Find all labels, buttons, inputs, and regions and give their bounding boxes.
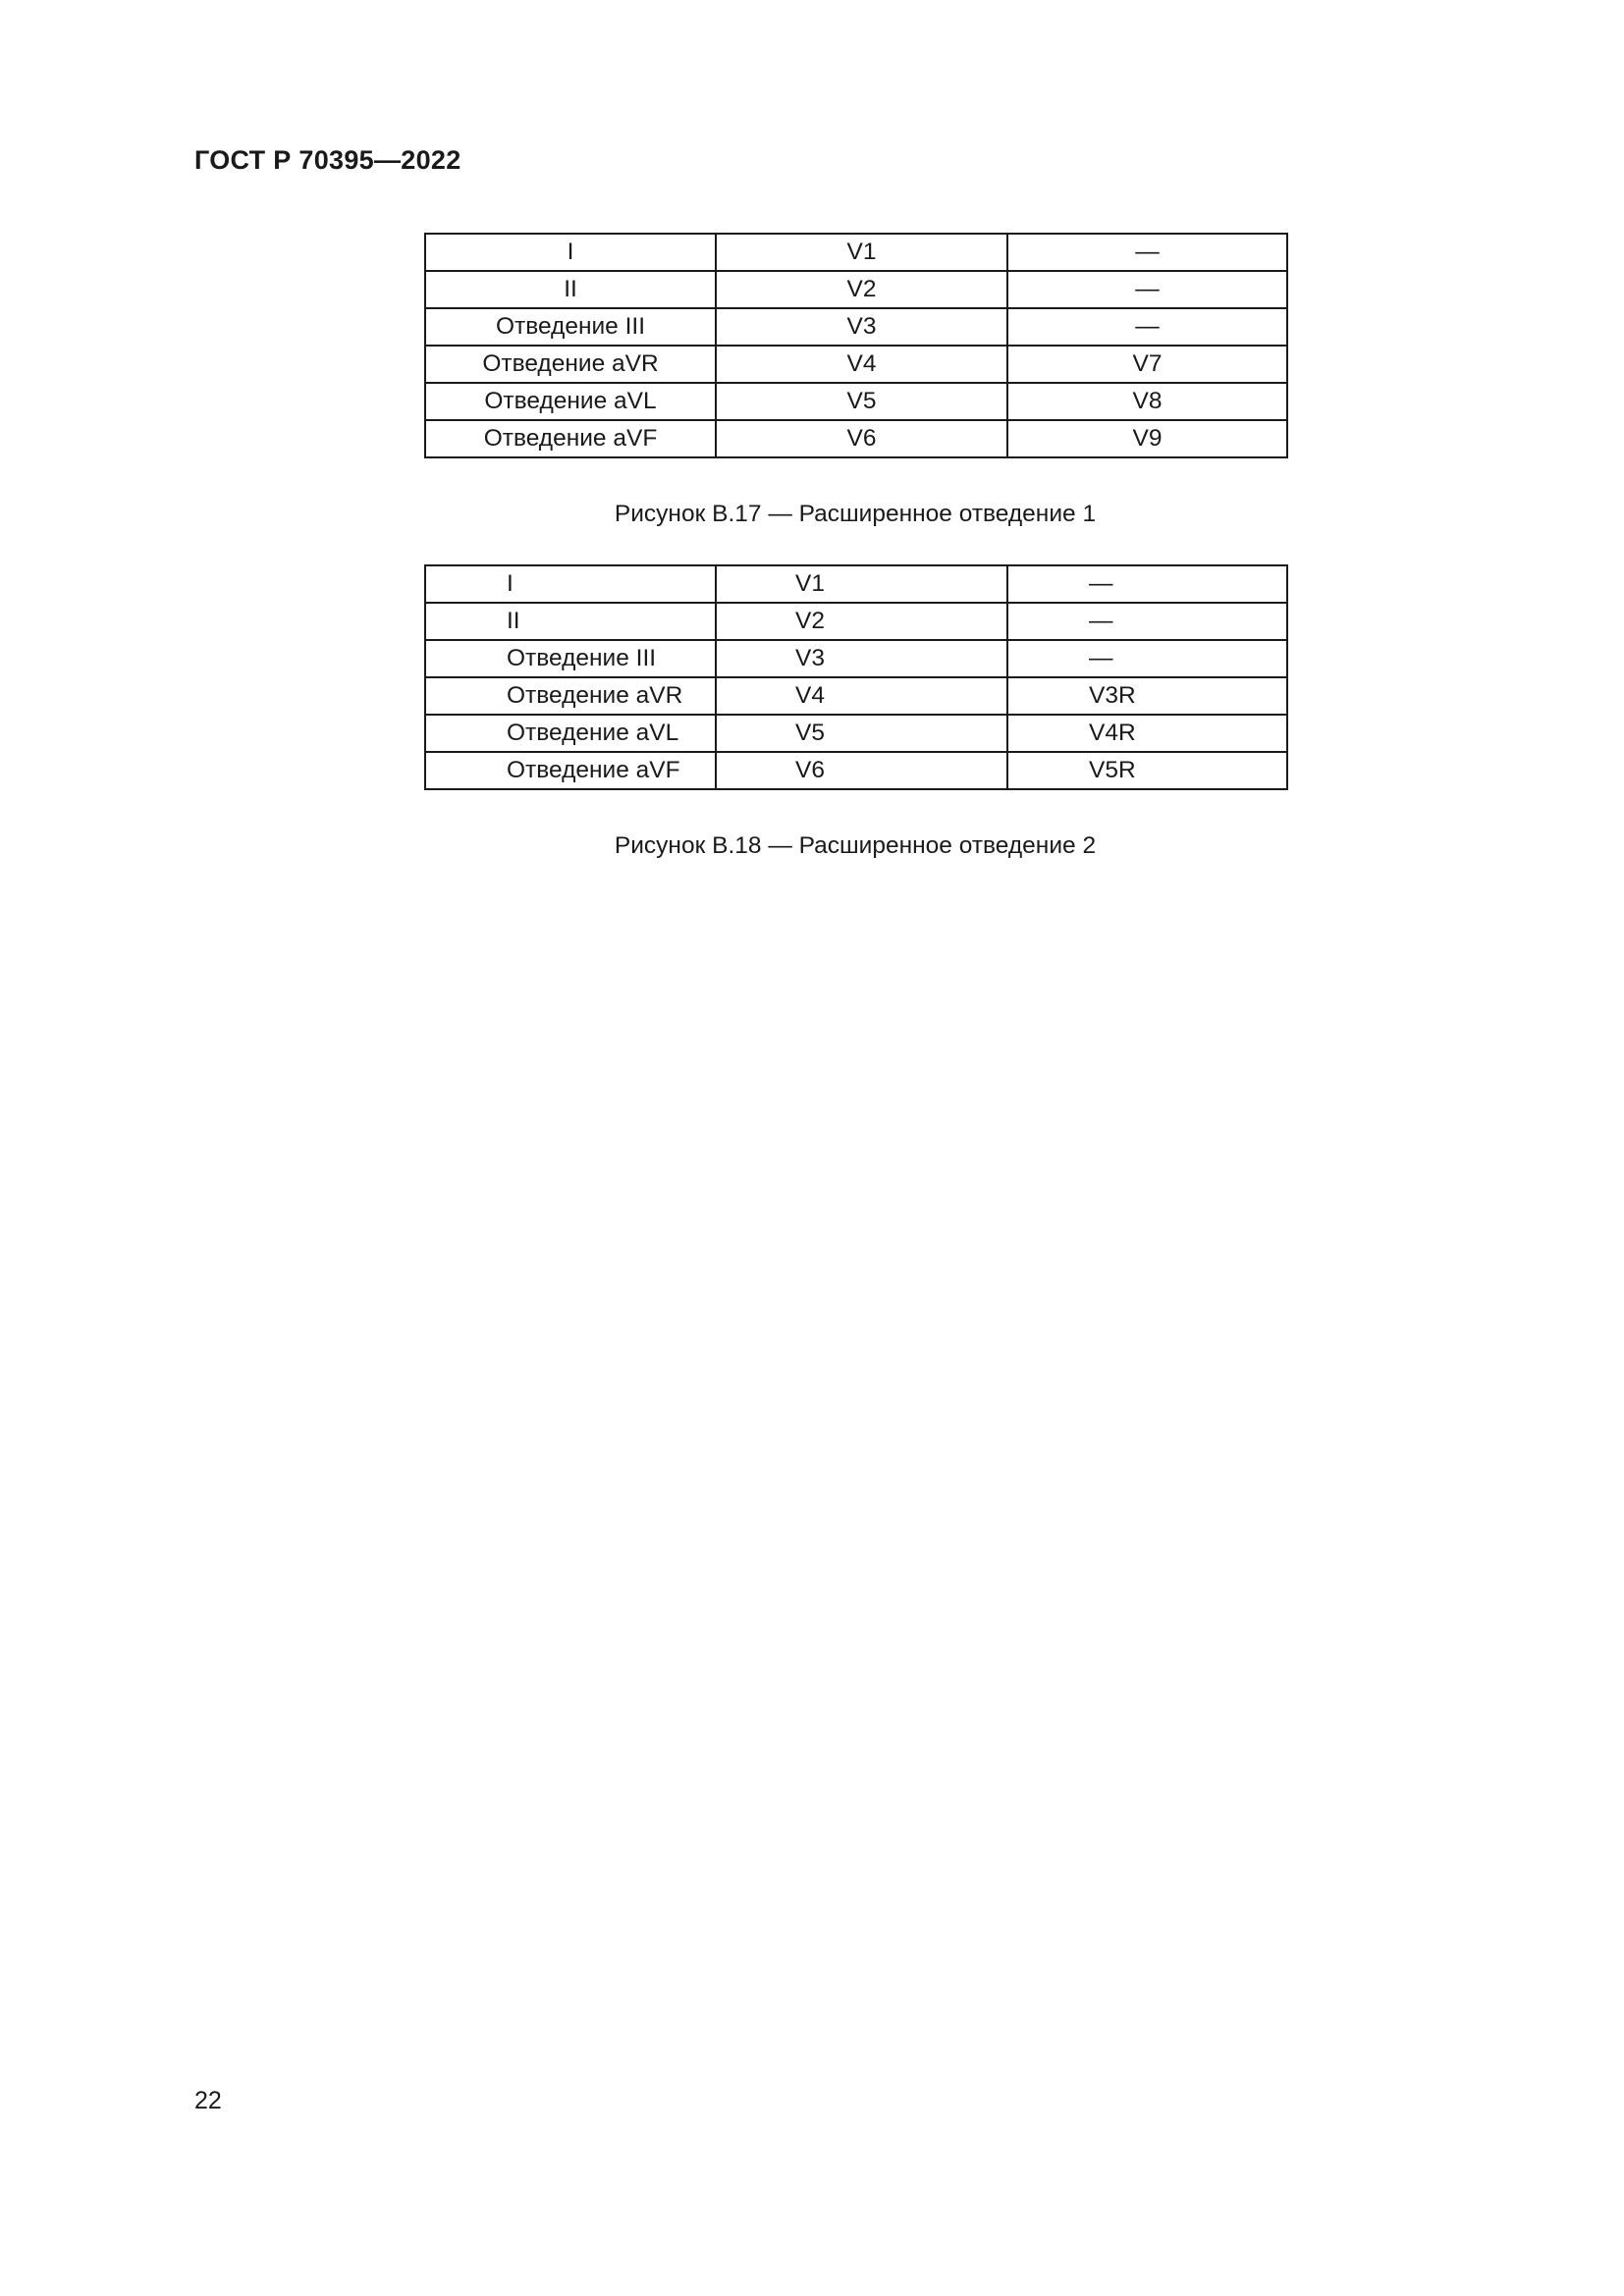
table-cell: V9 — [1007, 420, 1287, 457]
table-cell: V6 — [716, 420, 1007, 457]
table-cell: V1 — [716, 234, 1007, 271]
table-cell: V2 — [716, 603, 1007, 640]
table-cell: — — [1007, 565, 1287, 603]
table-cell: Отведение aVR — [425, 677, 716, 715]
table-cell: I — [425, 234, 716, 271]
table-cell: — — [1007, 640, 1287, 677]
lead-table-b17 — [424, 233, 1288, 458]
table-cell: — — [1007, 234, 1287, 271]
table-row — [425, 420, 1287, 457]
table-cell: Отведение aVR — [425, 346, 716, 383]
table-cell: Отведение aVL — [425, 383, 716, 420]
document-header-title: ГОСТ Р 70395—2022 — [194, 145, 461, 175]
table-cell: V5R — [1007, 752, 1287, 789]
table-row — [425, 565, 1287, 603]
table-cell: II — [425, 603, 716, 640]
table-cell: I — [425, 565, 716, 603]
table-cell: V4 — [716, 677, 1007, 715]
table-row — [425, 677, 1287, 715]
table-row — [425, 308, 1287, 346]
table-cell: — — [1007, 308, 1287, 346]
page-number: 22 — [194, 2087, 222, 2114]
figure-caption-b17: Рисунок В.17 — Расширенное отведение 1 — [614, 501, 1097, 527]
table-row — [425, 640, 1287, 677]
table-cell: V8 — [1007, 383, 1287, 420]
table-row — [425, 234, 1287, 271]
table-cell: Отведение III — [425, 640, 716, 677]
table-cell: V2 — [716, 271, 1007, 308]
table-row — [425, 383, 1287, 420]
table-cell: V5 — [716, 383, 1007, 420]
table-cell: Отведение aVF — [425, 752, 716, 789]
table-cell: V5 — [716, 715, 1007, 752]
table-cell: Отведение III — [425, 308, 716, 346]
table-cell: V4 — [716, 346, 1007, 383]
table-row — [425, 271, 1287, 308]
table-row — [425, 752, 1287, 789]
table-row — [425, 715, 1287, 752]
table-cell: V7 — [1007, 346, 1287, 383]
table-cell: Отведение aVF — [425, 420, 716, 457]
figure-caption-b18: Рисунок В.18 — Расширенное отведение 2 — [614, 832, 1097, 859]
table-cell: V3R — [1007, 677, 1287, 715]
table-cell: V6 — [716, 752, 1007, 789]
table-cell: V4R — [1007, 715, 1287, 752]
table-cell: II — [425, 271, 716, 308]
table-cell: — — [1007, 603, 1287, 640]
table-cell: V1 — [716, 565, 1007, 603]
table-cell: V3 — [716, 308, 1007, 346]
table-cell: Отведение aVL — [425, 715, 716, 752]
table-cell: — — [1007, 271, 1287, 308]
table-row — [425, 603, 1287, 640]
lead-table-b18 — [424, 564, 1288, 790]
table-cell: V3 — [716, 640, 1007, 677]
table-row — [425, 346, 1287, 383]
